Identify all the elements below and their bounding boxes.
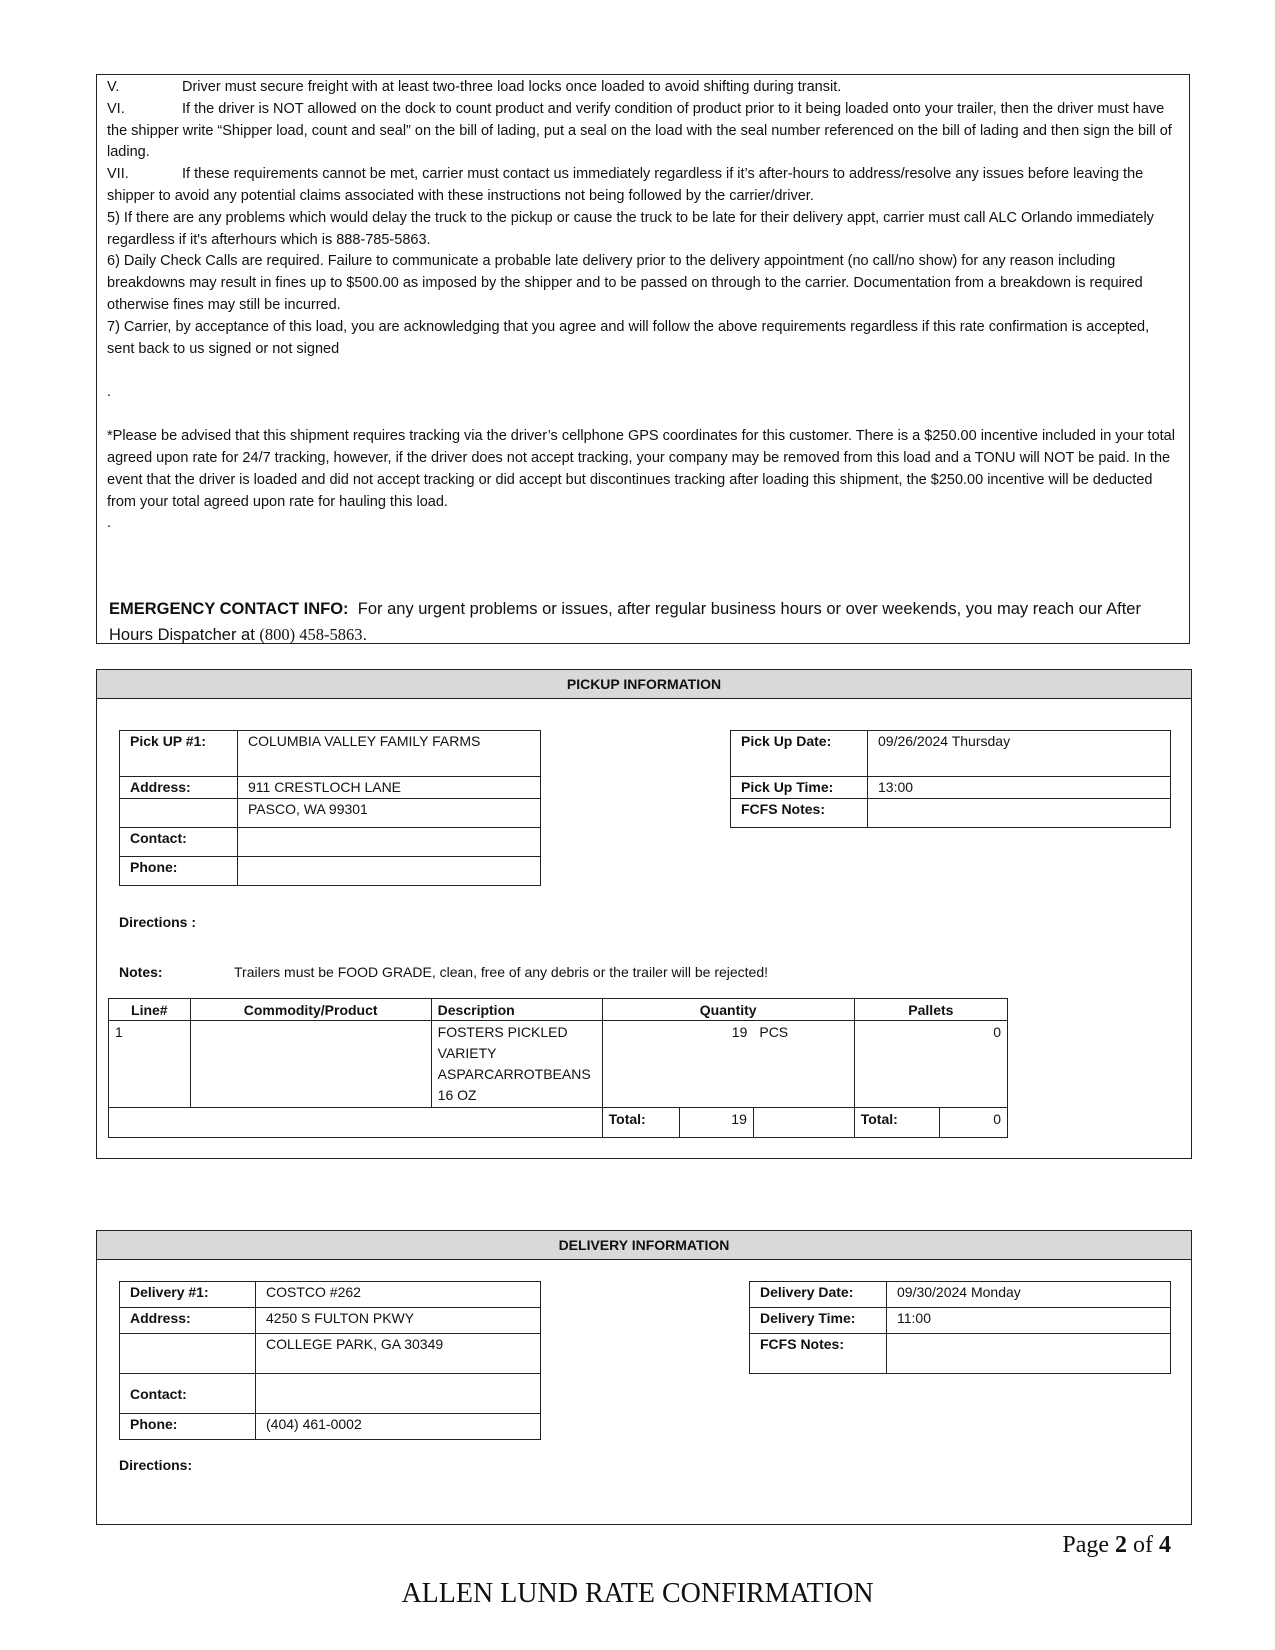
delivery-contact-value xyxy=(256,1374,541,1414)
delivery-location-table xyxy=(119,1281,541,1440)
delivery-time-value: 11:00 xyxy=(887,1308,1171,1334)
delivery-time-label: Delivery Time: xyxy=(750,1308,887,1334)
pickup-location-table xyxy=(119,730,541,886)
pickup-phone-label: Phone: xyxy=(120,857,238,886)
total-qty-label: Total: xyxy=(602,1108,679,1138)
col-commodity: Commodity/Product xyxy=(190,999,431,1021)
pickup-address-line2: PASCO, WA 99301 xyxy=(238,799,541,828)
delivery-address-line1: 4250 S FULTON PKWY xyxy=(256,1308,541,1334)
row-qty: 19 xyxy=(602,1021,753,1108)
delivery-phone-value: (404) 461-0002 xyxy=(256,1414,541,1440)
pickup-notes-label: Notes: xyxy=(119,964,163,980)
pickup-section xyxy=(96,669,1192,1159)
total-pallets: 0 xyxy=(940,1108,1008,1138)
delivery-contact-label: Contact: xyxy=(120,1374,256,1414)
col-line: Line# xyxy=(109,999,191,1021)
pickup-phone-value xyxy=(238,857,541,886)
pickup-time-label: Pick Up Time: xyxy=(731,777,868,799)
pickup-date-label: Pick Up Date: xyxy=(731,731,868,777)
col-description: Description xyxy=(431,999,602,1021)
row-description: FOSTERS PICKLED VARIETY ASPARCARROTBEANS 16 OZ xyxy=(431,1021,602,1108)
emergency-phone: (800) 458-5863 xyxy=(259,625,363,644)
term-dot-1: . xyxy=(107,384,112,401)
total-pallets-label: Total: xyxy=(854,1108,940,1138)
delivery-number-label: Delivery #1: xyxy=(120,1282,256,1308)
product-table xyxy=(108,998,1008,1138)
emergency-contact: EMERGENCY CONTACT INFO: For any urgent problems or issues, after regular business hours or over weekends, you may reach our After Hours Dispatcher at (800) 458-5863. xyxy=(109,600,1141,644)
pickup-fcfs-label: FCFS Notes: xyxy=(731,799,868,828)
delivery-date-value: 09/30/2024 Monday xyxy=(887,1282,1171,1308)
row-pallets: 0 xyxy=(854,1021,1007,1108)
term-7: 7) Carrier, by acceptance of this load, you are acknowledging that you agree and will follow the above requirements regardless if this rate confirmation is accepted, sent back to us signed or not signed xyxy=(107,318,1150,357)
pickup-contact-label: Contact: xyxy=(120,828,238,857)
pickup-time-value: 13:00 xyxy=(868,777,1171,799)
term-item-v: V. Driver must secure freight with at least two-three load locks once loaded to avoid shifting during transit. xyxy=(107,79,842,95)
col-quantity: Quantity xyxy=(602,999,854,1021)
col-pallets: Pallets xyxy=(854,999,1007,1021)
pickup-number-label: Pick UP #1: xyxy=(120,731,238,777)
page-number: Page 2 of 4 xyxy=(1062,1532,1171,1558)
delivery-section xyxy=(96,1230,1192,1525)
delivery-address-line2: COLLEGE PARK, GA 30349 xyxy=(256,1334,541,1374)
pickup-address-label: Address: xyxy=(120,777,238,799)
term-5: 5) If there are any problems which would delay the truck to the pickup or cause the truck to be late for their delivery appt, carrier must call ALC Orlando immediately regardless if it's afterhours which is 888-785-5863. xyxy=(107,209,1154,248)
pickup-schedule-table xyxy=(730,730,1171,828)
term-6: 6) Daily Check Calls are required. Failure to communicate a probable late delivery prior to the delivery appointment (no call/no show) for any reason including breakdowns may result in fines up to $500.00 as imposed by the shipper and to be passed on through to the carrier. Documentation from a breakdown is required otherwise fines may still be incurred. xyxy=(107,253,1143,313)
table-row xyxy=(109,1021,1008,1108)
delivery-directions-label: Directions: xyxy=(119,1457,193,1473)
delivery-fcfs-value xyxy=(887,1334,1171,1374)
emergency-text: For any urgent problems or issues, after regular business hours or over weekends, you may reach our After Hours Dispatcher at xyxy=(109,600,1141,644)
delivery-schedule-table xyxy=(749,1281,1171,1374)
delivery-fcfs-label: FCFS Notes: xyxy=(750,1334,887,1374)
pickup-fcfs-value xyxy=(868,799,1171,828)
pickup-name: COLUMBIA VALLEY FAMILY FARMS xyxy=(238,731,541,777)
delivery-name: COSTCO #262 xyxy=(256,1282,541,1308)
pickup-date-value: 09/26/2024 Thursday xyxy=(868,731,1171,777)
emergency-label: EMERGENCY CONTACT INFO: xyxy=(109,600,349,618)
pickup-notes-value: Trailers must be FOOD GRADE, clean, free of any debris or the trailer will be rejected! xyxy=(234,964,769,980)
term-item-vi: VI. If the driver is NOT allowed on the dock to count product and verify condition of product prior to it being loaded onto your trailer, then the driver must have the shipper write “Shipper load, count and seal” on the bill of lading, put a seal on the load with the seal number referenced on the bill of lading and then sign the bill of lading. xyxy=(107,100,1172,161)
tracking-notice: *Please be advised that this shipment requires tracking via the driver’s cellphone GPS coordinates for this customer. There is a $250.00 incentive included in your total agreed upon rate for 24/7 tracking, however, if the driver does not accept tracking, your company may be removed from this load and a TONU will NOT be paid. In the event that the driver is loaded and did not accept tracking or did accept but discontinues tracking after loading this shipment, the $250.00 incentive will be deducted from your total agreed upon rate for hauling this load. xyxy=(107,428,1175,510)
row-commodity xyxy=(190,1021,431,1108)
row-unit: PCS xyxy=(753,1021,854,1108)
terms-box xyxy=(96,74,1190,644)
pickup-header: PICKUP INFORMATION xyxy=(97,670,1191,699)
delivery-address-label: Address: xyxy=(120,1308,256,1334)
term-dot-2: . xyxy=(107,515,112,532)
total-qty: 19 xyxy=(680,1108,754,1138)
row-line: 1 xyxy=(109,1021,191,1108)
delivery-date-label: Delivery Date: xyxy=(750,1282,887,1308)
pickup-contact-value xyxy=(238,828,541,857)
delivery-phone-label: Phone: xyxy=(120,1414,256,1440)
pickup-directions-label: Directions : xyxy=(119,914,197,930)
document-title: ALLEN LUND RATE CONFIRMATION xyxy=(401,1578,874,1609)
term-item-vii: VII. If these requirements cannot be met, carrier must contact us immediately regardless if it’s after-hours to address/resolve any issues before leaving the shipper to avoid any potential claims associated with these instructions not being followed by the carrier/driver. xyxy=(107,166,1144,204)
delivery-header: DELIVERY INFORMATION xyxy=(97,1231,1191,1260)
pickup-address-line1: 911 CRESTLOCH LANE xyxy=(238,777,541,799)
